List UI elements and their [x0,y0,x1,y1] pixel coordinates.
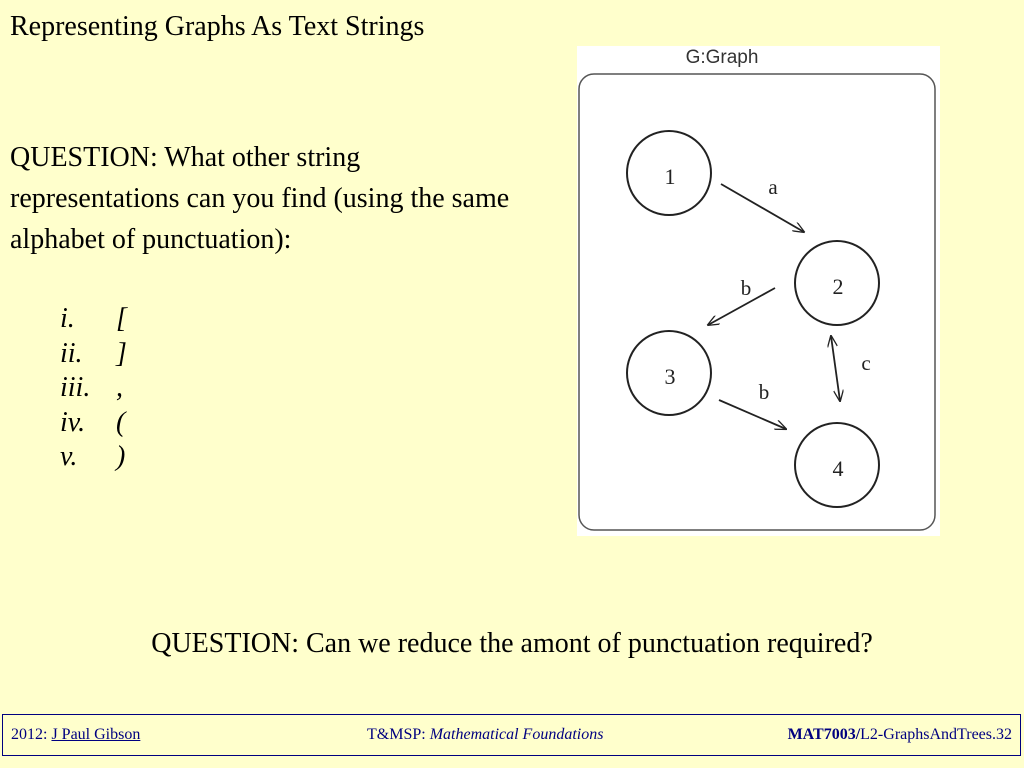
punctuation-list [60,302,127,475]
question-text: QUESTION: What other string representations can you find (using the same alphabet of punctuation): [10,142,510,255]
edge-label-c: c [861,351,871,375]
node-label-3: 3 [664,364,676,389]
list-item-number: iii. [60,372,91,403]
edge-label-b: b [740,276,752,300]
slide-reference: L2-GraphsAndTrees.32 [860,726,1012,743]
list-item-symbol: [ [116,303,127,334]
edge-label-a: a [768,175,778,199]
list-item-number: i. [60,303,75,334]
graph-figure [577,46,940,536]
list-item-number: ii. [60,337,83,369]
footer [2,714,1021,756]
edge-label-b: b [758,380,770,404]
list-item-number: v. [60,441,78,472]
footer-course [367,726,603,744]
list-item [60,371,127,406]
footer-left [11,726,140,744]
course-name: Mathematical Foundations [429,726,604,743]
slide-title: Representing Graphs As Text Strings [10,11,425,42]
graph-diagram [577,46,940,536]
list-item-symbol: ( [116,406,126,438]
graph-title: G:Graph [685,47,759,68]
list-item-number: iv. [60,406,86,438]
bottom-question: QUESTION: Can we reduce the amont of punctuation required? [151,628,873,659]
footer-year: 2012: [11,726,48,743]
list-item-symbol: ) [116,441,126,472]
module-code: MAT7003/ [787,726,861,743]
list-item [60,337,127,372]
node-label-1: 1 [664,164,676,189]
footer-slide-ref [788,726,1012,744]
list-item [60,302,127,337]
author-link[interactable]: J Paul Gibson [51,726,141,743]
list-item-symbol: , [116,372,123,403]
list-item [60,440,127,475]
list-item [60,406,127,441]
node-label-4: 4 [832,456,844,481]
course-prefix: T&MSP: [367,726,426,743]
graph-frame [579,74,935,530]
node-label-2: 2 [832,274,844,299]
list-item-symbol: ] [116,337,127,369]
